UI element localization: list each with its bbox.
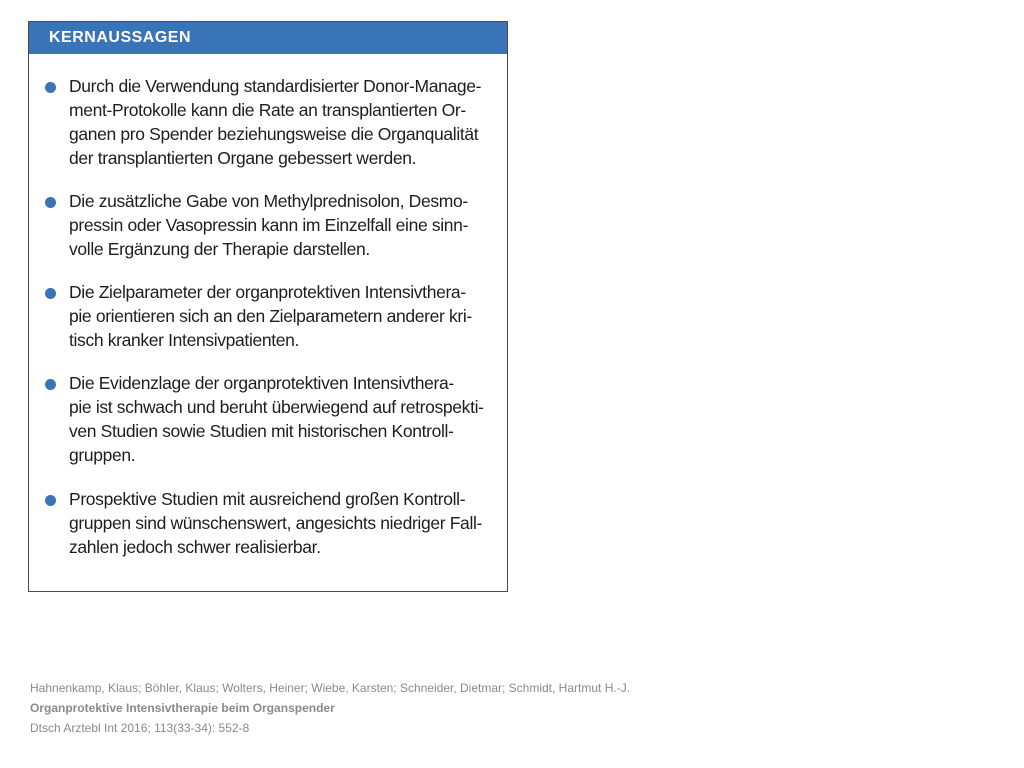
citation-title: Organprotektive Intensivtherapie beim Organspender xyxy=(30,701,335,715)
item-text: Die Evidenzlage der organprotektiven Intensivthera- pie ist schwach und beruht überwiegend auf retrospekti- ven Studien sowie Studien mit historischen Kontroll- gruppen. xyxy=(69,373,484,465)
item-text: Durch die Verwendung standardisierter Donor-Manage- ment-Protokolle kann die Rate an transplantierten Or- ganen pro Spender beziehungsweise die Organqualität der transplantierten Organe gebessert werden. xyxy=(69,76,482,168)
bullet-icon xyxy=(45,82,56,93)
bullet-icon xyxy=(45,288,56,299)
key-messages-box xyxy=(28,21,508,592)
bullet-icon xyxy=(45,197,56,208)
citation xyxy=(30,678,630,738)
citation-authors: Hahnenkamp, Klaus; Böhler, Klaus; Wolters, Heiner; Wiebe, Karsten; Schneider, Dietmar; Schmidt, Hartmut H.-J. xyxy=(30,681,631,695)
box-header: KERNAUSSAGEN xyxy=(29,22,507,54)
item-text: Die zusätzliche Gabe von Methylprednisolon, Desmo- pressin oder Vasopressin kann im Einzelfall eine sinn- volle Ergänzung der Therapie darstellen. xyxy=(69,191,469,259)
citation-journal: Dtsch Arztebl Int 2016; 113(33-34): 552-8 xyxy=(30,721,250,735)
item-text: Prospektive Studien mit ausreichend großen Kontroll- gruppen sind wünschenswert, angesichts niedriger Fall- zahlen jedoch schwer realisierbar. xyxy=(69,489,482,557)
bullet-icon xyxy=(45,495,56,506)
item-text: Die Zielparameter der organprotektiven Intensivthera- pie orientieren sich an den Zielparametern anderer kri- tisch kranker Intensivpatienten. xyxy=(69,282,472,350)
bullet-icon xyxy=(45,379,56,390)
